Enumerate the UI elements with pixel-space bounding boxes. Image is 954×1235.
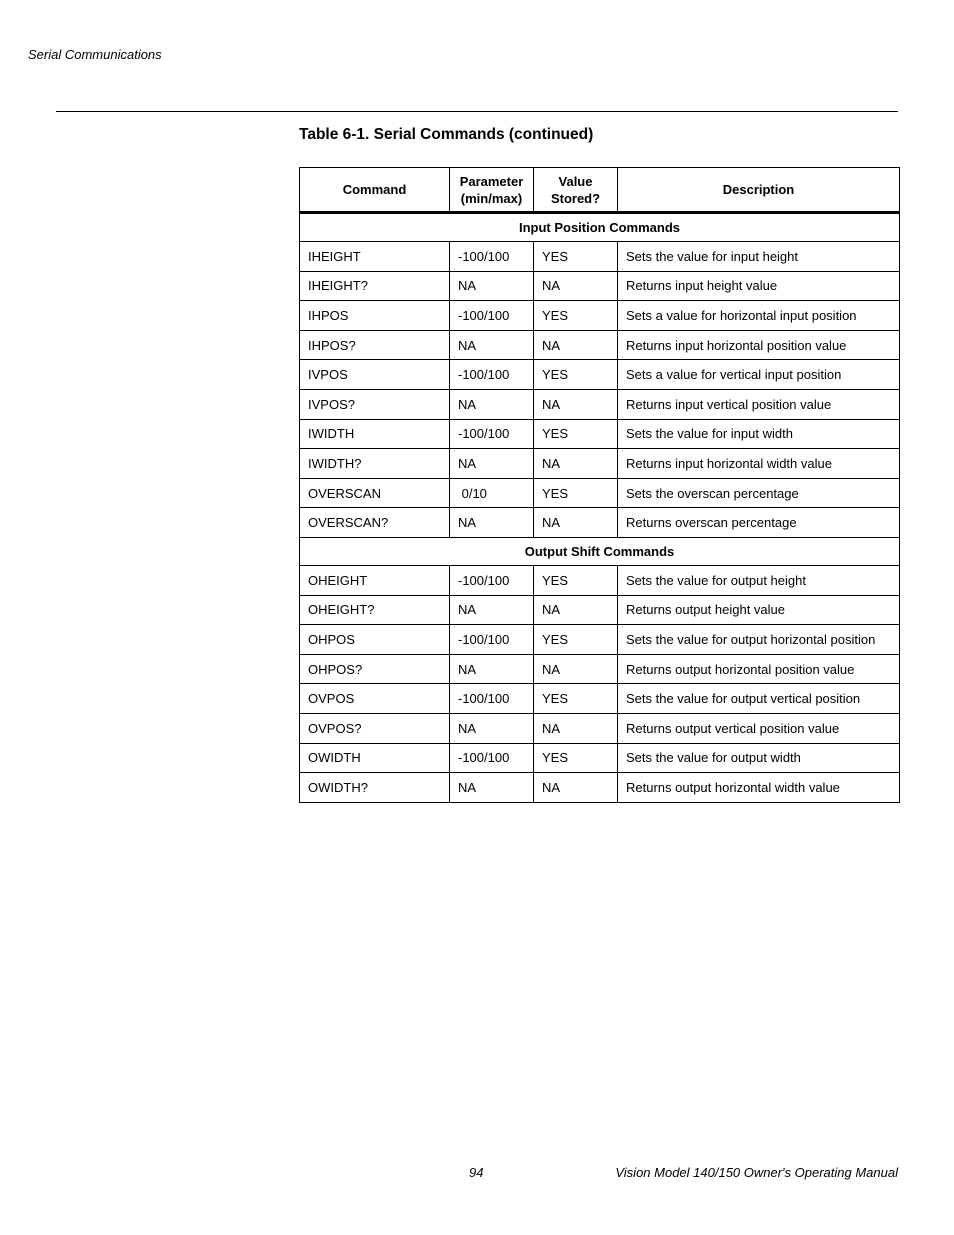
table-row [300, 478, 900, 508]
cell-description: Sets the value for output vertical position [618, 684, 900, 714]
cell-parameter: -100/100 [450, 360, 534, 390]
cell-parameter: NA [450, 654, 534, 684]
table-section-row [300, 213, 900, 242]
cell-stored: YES [534, 419, 618, 449]
cell-command: OWIDTH [300, 743, 450, 773]
cell-parameter: NA [450, 595, 534, 625]
table-row [300, 449, 900, 479]
cell-parameter: -100/100 [450, 743, 534, 773]
table-row [300, 773, 900, 803]
page-number: 94 [469, 1165, 484, 1180]
column-header-command: Command [300, 168, 450, 213]
cell-stored: YES [534, 684, 618, 714]
cell-stored: NA [534, 330, 618, 360]
cell-command: OHEIGHT? [300, 595, 450, 625]
section-title: Input Position Commands [300, 213, 900, 242]
cell-parameter: -100/100 [450, 419, 534, 449]
cell-stored: NA [534, 508, 618, 538]
cell-command: IHPOS [300, 301, 450, 331]
column-header-parameter: Parameter (min/max) [450, 168, 534, 213]
table-section-row [300, 537, 900, 565]
cell-description: Returns output vertical position value [618, 713, 900, 743]
cell-command: IVPOS? [300, 389, 450, 419]
table-row [300, 654, 900, 684]
cell-description: Sets the value for output height [618, 565, 900, 595]
cell-command: OVERSCAN? [300, 508, 450, 538]
cell-stored: YES [534, 301, 618, 331]
table-row [300, 713, 900, 743]
cell-stored: NA [534, 389, 618, 419]
cell-command: IWIDTH [300, 419, 450, 449]
table-caption: Table 6-1. Serial Commands (continued) [299, 126, 594, 143]
cell-stored: NA [534, 595, 618, 625]
cell-command: OVERSCAN [300, 478, 450, 508]
cell-description: Sets a value for vertical input position [618, 360, 900, 390]
table-row [300, 330, 900, 360]
cell-command: IVPOS [300, 360, 450, 390]
cell-description: Returns overscan percentage [618, 508, 900, 538]
cell-description: Sets the value for output horizontal position [618, 625, 900, 655]
column-header-description: Description [618, 168, 900, 213]
cell-description: Returns input horizontal width value [618, 449, 900, 479]
cell-description: Returns output height value [618, 595, 900, 625]
cell-parameter: -100/100 [450, 625, 534, 655]
table-row [300, 684, 900, 714]
cell-description: Returns input vertical position value [618, 389, 900, 419]
cell-stored: NA [534, 449, 618, 479]
table-row [300, 565, 900, 595]
table-row [300, 360, 900, 390]
table-row [300, 301, 900, 331]
cell-parameter: NA [450, 271, 534, 301]
cell-parameter: NA [450, 773, 534, 803]
table-row [300, 389, 900, 419]
cell-stored: YES [534, 242, 618, 272]
cell-stored: NA [534, 271, 618, 301]
cell-parameter: -100/100 [450, 242, 534, 272]
cell-parameter: NA [450, 389, 534, 419]
header-rule [56, 111, 898, 112]
table-body [300, 213, 900, 803]
cell-parameter: NA [450, 449, 534, 479]
cell-stored: YES [534, 478, 618, 508]
table-row [300, 242, 900, 272]
cell-command: OWIDTH? [300, 773, 450, 803]
serial-commands-table [299, 167, 900, 803]
cell-stored: NA [534, 773, 618, 803]
running-header: Serial Communications [28, 47, 162, 62]
table-row [300, 595, 900, 625]
cell-description: Returns output horizontal width value [618, 773, 900, 803]
cell-description: Sets a value for horizontal input position [618, 301, 900, 331]
table-header-row [300, 168, 900, 213]
cell-description: Returns input horizontal position value [618, 330, 900, 360]
cell-description: Returns input height value [618, 271, 900, 301]
cell-parameter: NA [450, 330, 534, 360]
table-row [300, 508, 900, 538]
manual-title: Vision Model 140/150 Owner's Operating Manual [615, 1165, 898, 1180]
column-header-stored: Value Stored? [534, 168, 618, 213]
cell-description: Sets the value for output width [618, 743, 900, 773]
cell-parameter: 0/10 [450, 478, 534, 508]
table-row [300, 419, 900, 449]
cell-stored: YES [534, 565, 618, 595]
cell-description: Sets the value for input height [618, 242, 900, 272]
cell-stored: YES [534, 360, 618, 390]
cell-command: IHEIGHT [300, 242, 450, 272]
cell-stored: YES [534, 625, 618, 655]
cell-command: OHPOS? [300, 654, 450, 684]
table-row [300, 625, 900, 655]
cell-description: Sets the value for input width [618, 419, 900, 449]
cell-parameter: -100/100 [450, 565, 534, 595]
cell-command: OVPOS? [300, 713, 450, 743]
cell-stored: NA [534, 713, 618, 743]
cell-description: Returns output horizontal position value [618, 654, 900, 684]
table-row [300, 271, 900, 301]
cell-description: Sets the overscan percentage [618, 478, 900, 508]
cell-parameter: -100/100 [450, 684, 534, 714]
cell-command: IHEIGHT? [300, 271, 450, 301]
cell-parameter: NA [450, 508, 534, 538]
cell-stored: YES [534, 743, 618, 773]
cell-command: IWIDTH? [300, 449, 450, 479]
cell-command: OHPOS [300, 625, 450, 655]
cell-stored: NA [534, 654, 618, 684]
cell-command: OVPOS [300, 684, 450, 714]
table-row [300, 743, 900, 773]
cell-parameter: -100/100 [450, 301, 534, 331]
cell-parameter: NA [450, 713, 534, 743]
section-title: Output Shift Commands [300, 537, 900, 565]
cell-command: IHPOS? [300, 330, 450, 360]
cell-command: OHEIGHT [300, 565, 450, 595]
